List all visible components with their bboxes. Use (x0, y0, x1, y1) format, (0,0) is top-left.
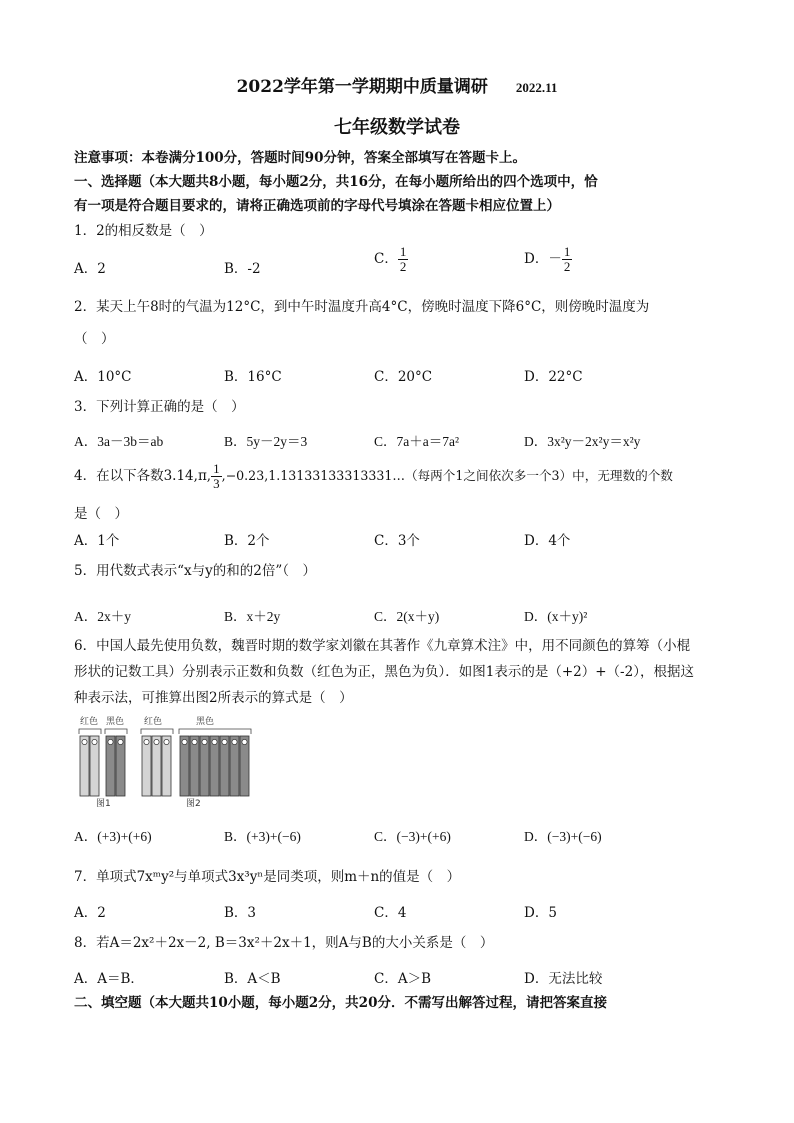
q4-frac-denominator: 3 (213, 476, 220, 491)
rod-hole (212, 739, 217, 744)
q3-option-c: C．7a＋a＝7a² (374, 434, 460, 449)
rod-bracket (179, 729, 251, 734)
q6-option-c: C．(−3)+(+6) (374, 829, 451, 844)
q1-option-a: A．2 (74, 261, 106, 277)
rod-hole (182, 739, 187, 744)
counting-rod (230, 736, 239, 796)
q5-option-b: B．x＋2y (224, 609, 281, 624)
q1-c-denominator: 2 (399, 259, 407, 274)
fig1-caption: 图1 (96, 799, 111, 809)
fig2-red-label: 红色 (144, 717, 163, 727)
rod-hole (92, 739, 97, 744)
fig1-black-label: 黑色 (106, 717, 125, 727)
rod-hole (144, 739, 149, 744)
section2-heading: 二、填空题（本大题共10小题，每小题2分，共20分．不需写出解答过程，请把答案直接 (74, 995, 607, 1011)
rod-hole (192, 739, 197, 744)
counting-rod (116, 736, 125, 796)
q8-option-a: A．A＝B． (74, 971, 144, 987)
q2-option-d: D．22°C (524, 369, 583, 385)
q4-option-d: D．4个 (524, 533, 571, 549)
q2-stem-cont: （ ） (74, 331, 115, 347)
q4-stem-part1: 4．在以下各数3.14,π, (74, 468, 212, 484)
counting-rod (240, 736, 249, 796)
rod-bracket (141, 729, 173, 734)
q6-option-a: A．(+3)+(+6) (74, 829, 152, 844)
q4-option-a: A．1个 (74, 533, 120, 549)
section1-heading-line2: 有一项是符合题目要求的，请将正确选项前的字母代号填涂在答题卡相应位置上） (74, 198, 560, 214)
q6-stem-line3: 种表示法，可推算出图2所表示的算式是（ ） (74, 690, 353, 706)
q2-option-b: B．16°C (224, 369, 282, 385)
counting-rod (180, 736, 189, 796)
counting-rod (106, 736, 115, 796)
q3-stem: 3．下列计算正确的是（ ） (74, 399, 245, 415)
counting-rod (80, 736, 89, 796)
section1-heading-line1: 一、选择题（本大题共8小题，每小题2分，共16分，在每小题所给出的四个选项中，恰 (74, 174, 598, 190)
q4-option-c: C．3个 (374, 533, 420, 549)
q7-option-b: B．3 (224, 905, 257, 921)
q8-option-d: D．无法比较 (524, 971, 603, 987)
counting-rod (210, 736, 219, 796)
q8-option-c: C．A＞B (374, 971, 431, 987)
q6-option-b: B．(+3)+(−6) (224, 829, 301, 844)
rod-hole (232, 739, 237, 744)
q2-option-c: C．20°C (374, 369, 433, 385)
q1-stem: 1．2的相反数是（ ） (74, 223, 213, 239)
q5-option-c: C．2(x＋y) (374, 609, 440, 624)
q1-option-d-prefix: D．－ (524, 251, 562, 267)
q6-stem-line1: 6．中国人最先使用负数，魏晋时期的数学家刘徽在其著作《九章算术注》中，用不同颜色的算筹（小棍 (74, 638, 691, 654)
q3-option-d: D．3x²y－2x²y＝x²y (524, 434, 641, 449)
q4-stem-part2: ,−0.23,1.13133133313331…（每两个1之间依次多一个3）中，无理数的个数 (221, 468, 673, 483)
q1-option-d (524, 245, 572, 274)
rod-hole (154, 739, 159, 744)
counting-rod (162, 736, 171, 796)
q2-stem: 2．某天上午8时的气温为12°C，到中午时温度升高4°C，傍晚时温度下降6°C，则傍晚时温度为 (74, 299, 650, 315)
rod-hole (82, 739, 87, 744)
q3-option-a: A．3a－3b＝ab (74, 434, 164, 449)
q1-option-b: B．-2 (224, 261, 261, 277)
q4-stem-cont: 是（ ） (74, 506, 128, 522)
q4-stem (74, 462, 724, 491)
rod-hole (118, 739, 123, 744)
q2-option-a: A．10°C (74, 369, 132, 385)
rod-hole (202, 739, 207, 744)
rod-hole (108, 739, 113, 744)
q7-option-c: C．4 (374, 905, 407, 921)
q4-frac-numerator: 1 (213, 461, 220, 476)
exam-title: 2022学年第一学期期中质量调研 (236, 77, 488, 97)
exam-date: 2022.11 (515, 80, 558, 95)
counting-rod (152, 736, 161, 796)
q8-stem: 8．若A＝2x²＋2x－2, B＝3x²＋2x＋1，则A与B的大小关系是（ ） (74, 935, 494, 951)
counting-rod (90, 736, 99, 796)
q6-option-d: D．(−3)+(−6) (524, 829, 602, 844)
counting-rod (142, 736, 151, 796)
rod-hole (164, 739, 169, 744)
exam-title-row (0, 72, 794, 97)
counting-rod (200, 736, 209, 796)
q8-option-b: B．A＜B (224, 971, 281, 987)
rod-bracket (79, 729, 101, 734)
q5-option-d: D．(x＋y)² (524, 609, 588, 624)
q1-d-numerator: 1 (563, 244, 571, 259)
notice: 注意事项：本卷满分100分，答题时间90分钟，答案全部填写在答题卡上。 (74, 150, 526, 166)
exam-subtitle: 七年级数学试卷 (334, 117, 460, 138)
q1-option-c (374, 245, 408, 274)
rod-bracket (105, 729, 127, 734)
fig2-black-label: 黑色 (196, 717, 215, 727)
rods-group (79, 729, 251, 796)
q1-option-c-prefix: C． (374, 251, 398, 267)
fig1-red-label: 红色 (80, 717, 99, 727)
q7-option-d: D．5 (524, 905, 557, 921)
counting-rods-figure (76, 714, 256, 810)
rod-hole (222, 739, 227, 744)
q6-stem-line2: 形状的记数工具）分别表示正数和负数（红色为正，黑色为负）．如图1表示的是（+2）+（-2），根据这 (74, 664, 694, 680)
counting-rod (220, 736, 229, 796)
q7-option-a: A．2 (74, 905, 106, 921)
q4-option-b: B．2个 (224, 533, 270, 549)
rod-hole (242, 739, 247, 744)
q1-c-numerator: 1 (399, 244, 407, 259)
q3-option-b: B．5y－2y＝3 (224, 434, 308, 449)
q7-stem: 7．单项式7xᵐy²与单项式3x³yⁿ是同类项，则m＋n的值是（ ） (74, 869, 461, 885)
counting-rod (190, 736, 199, 796)
q5-stem: 5．用代数式表示“x与y的和的2倍”（ ） (74, 563, 316, 579)
q1-d-denominator: 2 (563, 259, 571, 274)
fig2-caption: 图2 (186, 799, 201, 809)
q5-option-a: A．2x＋y (74, 609, 131, 624)
